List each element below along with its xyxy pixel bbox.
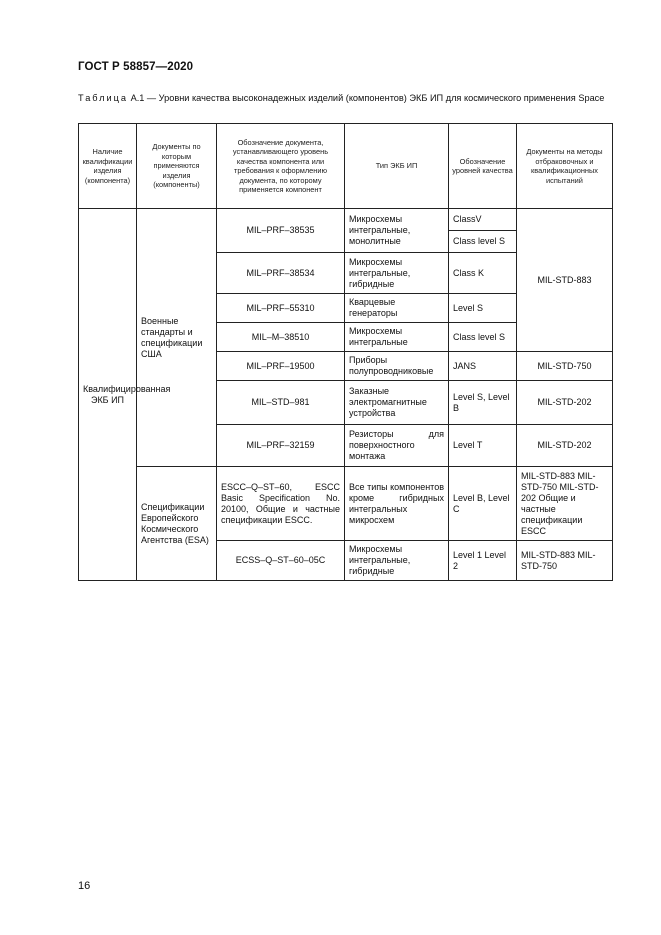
tests-cell: MIL-STD-202 [517,425,613,467]
document-standard-number: ГОСТ Р 58857—2020 [78,61,194,73]
group-us-standards: Военные стандарты и спецификации США [137,209,217,467]
level-cell: Class level S [449,231,517,253]
doc-cell: MIL–PRF–32159 [217,425,345,467]
type-cell: Резисторы для поверхностного монтажа [345,425,449,467]
level-cell: Class K [449,253,517,294]
caption-text: А.1 — Уровни качества высоконадежных изделий (компонентов) ЭКБ ИП для космического применения Space [130,93,605,103]
level-cell: Level S, Level B [449,381,517,425]
type-cell: Кварцевые генераторы [345,294,449,323]
tests-cell: MIL-STD-202 [517,381,613,425]
doc-cell: MIL–PRF–55310 [217,294,345,323]
level-cell: JANS [449,352,517,381]
type-cell: Заказные электромагнитные устройства [345,381,449,425]
header-documents: Документы по которым применяются изделия (компоненты) [137,124,217,209]
header-type: Тип ЭКБ ИП [345,124,449,209]
type-cell: Микросхемы интегральные, гибридные [345,541,449,581]
table-caption [78,93,608,104]
type-cell: Микросхемы интегральные, гибридные [345,253,449,294]
level-cell: Level T [449,425,517,467]
quality-levels-table [78,123,613,581]
table-row [79,467,613,541]
level-cell: Level S [449,294,517,323]
tests-cell: MIL-STD-883 MIL-STD-750 [517,541,613,581]
tests-cell: MIL-STD-883 [517,209,613,352]
page-number: 16 [78,880,91,892]
doc-cell: MIL–PRF–38534 [217,253,345,294]
caption-label: Таблица [78,93,129,103]
tests-cell: MIL-STD-883 MIL-STD-750 MIL-STD-202 Общие и частные спецификации ESCC [517,467,613,541]
type-cell: Приборы полупроводниковые [345,352,449,381]
qualification-cell: Квалифицированная ЭКБ ИП [79,209,137,581]
header-quality-levels: Обозначение уровней качества [449,124,517,209]
type-cell: Микросхемы интегральные, монолитные [345,209,449,253]
doc-cell: MIL–M–38510 [217,323,345,352]
level-cell: Level B, Level C [449,467,517,541]
doc-cell: MIL–PRF–19500 [217,352,345,381]
table-header-row [79,124,613,209]
doc-cell: ECSS–Q–ST–60–05C [217,541,345,581]
doc-cell: ESCC–Q–ST–60, ESCC Basic Specification No. 20100, Общие и частные спецификации ESCC. [217,467,345,541]
doc-cell: MIL–STD–981 [217,381,345,425]
level-cell: ClassV [449,209,517,231]
header-qualification: Наличие квалификации изделия (компонента) [79,124,137,209]
header-test-methods: Документы на методы отбраковочных и квалификационных испытаний [517,124,613,209]
group-esa-specifications: Спецификации Европейского Космического Агентства (ESA) [137,467,217,581]
type-cell: Все типы компонентов кроме гибридных интегральных микросхем [345,467,449,541]
level-cell: Class level S [449,323,517,352]
header-designation: Обозначение документа, устанавливающего уровень качества компонента или требования к оформлению документа, по которому применяется компонент [217,124,345,209]
type-cell: Микросхемы интегральные [345,323,449,352]
tests-cell: MIL-STD-750 [517,352,613,381]
level-cell: Level 1 Level 2 [449,541,517,581]
doc-cell: MIL–PRF–38535 [217,209,345,253]
table-row [79,209,613,231]
